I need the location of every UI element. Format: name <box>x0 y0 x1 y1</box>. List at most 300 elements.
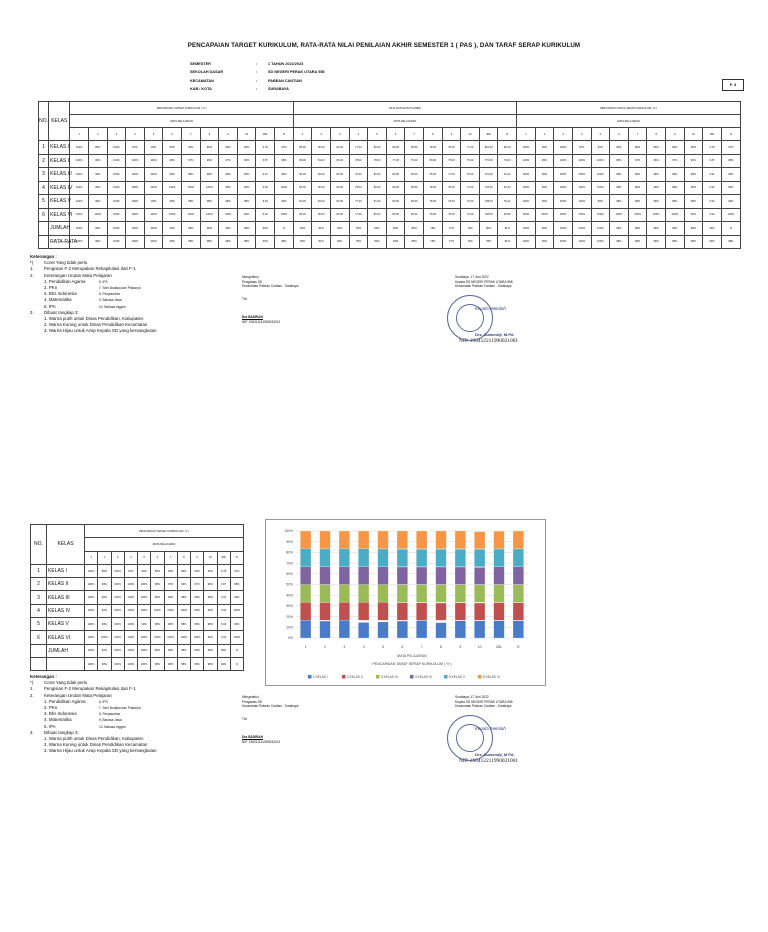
table-cell: 100% <box>177 631 190 644</box>
table-cell: 98% <box>151 644 164 657</box>
table-cell: 97% <box>665 154 684 168</box>
table-cell: 100% <box>111 564 124 577</box>
mata-pelajaran-header: MATA PELAJARAN <box>85 538 244 551</box>
column-number: 10 <box>204 551 217 564</box>
table-cell: 99% <box>535 154 554 168</box>
group-header: PENCAPAIAN TARAF SERAP KURIKULUM ( % ) <box>517 102 741 115</box>
stacked-bar-chart <box>266 520 545 685</box>
column-number: 7 <box>164 551 177 564</box>
table-cell: 98% <box>721 154 740 168</box>
bar-segment <box>513 549 524 567</box>
table-cell: 100% <box>111 578 124 591</box>
table-cell: 733.00 <box>479 181 498 195</box>
x-tick-label: 6 <box>401 645 404 649</box>
row-kelas: KELAS II <box>49 154 70 168</box>
legend-swatch <box>308 675 312 679</box>
table-cell: 100% <box>191 631 204 644</box>
table-row <box>31 591 244 604</box>
table-cell: 100% <box>70 222 89 236</box>
x-tick-label: 10 <box>477 645 482 649</box>
table-cell: 100% <box>144 168 163 182</box>
table-cell: 99% <box>144 195 163 209</box>
row-number: 2 <box>39 154 49 168</box>
column-number: 6 <box>151 551 164 564</box>
bar-segment <box>378 567 389 585</box>
kelas-header: KELAS <box>47 525 85 565</box>
bar-segment <box>494 567 505 585</box>
note-number: 3. <box>30 729 34 735</box>
table-cell: 100% <box>554 181 573 195</box>
table-cell: % <box>275 222 294 236</box>
table-cell: 98% <box>237 168 256 182</box>
table-cell: 100% <box>219 208 238 222</box>
table-cell: 100% <box>124 618 137 631</box>
subject-right: 10. Bahasa Inggris <box>99 724 126 729</box>
column-number: 6 <box>610 128 629 141</box>
bar-segment <box>474 532 485 549</box>
bar-segment <box>455 585 466 602</box>
bar-segment <box>436 603 447 620</box>
table-cell: 78.00 <box>349 181 368 195</box>
table-cell: 98% <box>610 222 629 236</box>
meta-value: SURABAYA <box>268 86 289 91</box>
table-cell: 90% <box>144 141 163 155</box>
bar-segment <box>474 621 485 638</box>
table-cell: 6.78 <box>703 141 722 155</box>
table-cell: 98% <box>200 168 219 182</box>
table-row <box>31 631 244 644</box>
table-cell: % <box>230 644 243 657</box>
group-header: PENCAPAIAN TARGET KURIKULUM ( % ) <box>85 525 244 538</box>
copy-line: 3. Warna Hijau untuk Arsip Kepala SD yang bersangkutan <box>44 748 157 754</box>
table-cell: 6.78 <box>217 564 230 577</box>
table-cell: 96% <box>684 141 703 155</box>
table-cell: 81.44 <box>498 181 517 195</box>
row-kelas <box>47 657 85 670</box>
sign-left-2 <box>242 695 298 745</box>
table-cell: 100% <box>70 181 89 195</box>
column-number: 3 <box>554 128 573 141</box>
table-cell: 100% <box>107 235 126 249</box>
note-text: Keterangan Urutan Mata Pelajaran <box>44 272 112 278</box>
table-cell: 98% <box>191 657 204 670</box>
table-cell: 100% <box>85 644 98 657</box>
table-row <box>39 222 741 236</box>
notes-heading: Keterangan : <box>30 674 57 679</box>
table-cell: 97% <box>191 578 204 591</box>
sign-line: Mengetahui, <box>242 695 260 699</box>
table-cell: 98% <box>647 168 666 182</box>
bar-segment <box>494 621 505 638</box>
table-cell: 83.00 <box>331 181 350 195</box>
note-text: Pengisian F-2 Merupakan Rekapitulasi dari F-1 <box>44 266 136 272</box>
column-number: 4 <box>572 128 591 141</box>
table-cell: 100% <box>70 208 89 222</box>
bar-segment <box>474 585 485 602</box>
table-cell: 100% <box>138 604 151 617</box>
table-cell: 100% <box>144 154 163 168</box>
table-cell: 80% <box>479 222 498 236</box>
table-cell: 6.92 <box>217 631 230 644</box>
stamp-signature-area <box>455 289 518 339</box>
note-text: Pengisian F-2 Merupakan Rekapitulasi dari F-1 <box>44 686 136 692</box>
column-number: 10 <box>684 128 703 141</box>
subject-left: 1. Pendidikan Agama <box>44 698 86 704</box>
table-cell: 100% <box>144 235 163 249</box>
table-cell: 76.00 <box>442 141 461 155</box>
table-cell: 76.00 <box>349 168 368 182</box>
subject-right: 10. Bahasa Inggris <box>99 304 126 309</box>
table-cell: 100% <box>182 181 201 195</box>
table-cell: 100% <box>517 235 536 249</box>
sign-line: Pengawas SD <box>242 279 263 284</box>
table-cell: 80.00 <box>424 154 443 168</box>
bar-segment <box>436 549 447 566</box>
note-number: 2. <box>30 272 34 278</box>
table-cell: 83.00 <box>312 168 331 182</box>
table-cell: 100% <box>517 168 536 182</box>
column-number: 8 <box>424 128 443 141</box>
copy-line: 2. Warna Kuning untuk Dinas Pendidikan Kecamatan <box>44 322 148 328</box>
table-cell: 100% <box>126 222 145 236</box>
table-cell: 99% <box>98 578 111 591</box>
table-cell: 99% <box>703 222 722 236</box>
row-number: 1 <box>39 141 49 155</box>
subject-right: 6. IPS <box>99 279 108 284</box>
table-cell: 96% <box>164 564 177 577</box>
table-row <box>31 618 244 631</box>
table-cell: 99% <box>535 222 554 236</box>
column-number: 4 <box>126 128 145 141</box>
meta-row <box>190 60 325 68</box>
bar-segment <box>339 620 350 638</box>
table-cell: 85.00 <box>293 141 312 155</box>
table-cell: 100% <box>107 141 126 155</box>
table-cell: 78% <box>349 235 368 249</box>
bar-segment <box>474 567 485 584</box>
row-number <box>31 657 47 670</box>
bar-segment <box>513 567 524 585</box>
table-cell: 81.00 <box>312 154 331 168</box>
table-cell: 98% <box>628 181 647 195</box>
table-cell: 99% <box>89 154 108 168</box>
document-title: PENCAPAIAN TARGET KURIKULUM, RATA-RATA NILAI PENILAIAN AKHIR SEMESTER 1 ( PAS ), DAN TARAF SERAP KURIKULUM <box>187 42 581 49</box>
table-cell: 98% <box>163 195 182 209</box>
bar-segment <box>358 585 369 603</box>
table-cell: 97% <box>182 154 201 168</box>
y-tick-label: 10% <box>286 625 293 630</box>
subheader-row <box>39 115 741 128</box>
table-cell: 100% <box>124 578 137 591</box>
row-number: 4 <box>31 604 47 617</box>
row-number: 6 <box>39 208 49 222</box>
table-cell: 96% <box>177 578 190 591</box>
column-number: 9 <box>191 551 204 564</box>
bar-segment <box>513 531 524 549</box>
table-cell: 96% <box>237 181 256 195</box>
table-cell: 81.00 <box>368 195 387 209</box>
table-cell: 99% <box>230 591 243 604</box>
x-tick-label: 8 <box>440 645 442 649</box>
subject-left: 4. Matematika <box>44 717 72 723</box>
bar-segment <box>378 622 389 638</box>
document-meta <box>190 60 325 93</box>
table-cell: 81.00 <box>312 195 331 209</box>
bar-segment <box>494 549 505 567</box>
sign-line: Kepala SD NEGERI PERAK UTARA 558 <box>455 699 513 704</box>
column-number: 5 <box>368 128 387 141</box>
table-cell: 6.93 <box>256 195 275 209</box>
table-cell: 80.00 <box>312 141 331 155</box>
row-kelas: KELAS V <box>49 195 70 209</box>
table-cell: 99% <box>703 235 722 249</box>
bar-segment <box>339 602 350 620</box>
table-cell: 100% <box>70 141 89 155</box>
column-number: 3 <box>111 551 124 564</box>
column-number: 5 <box>138 551 151 564</box>
table-cell: 99% <box>89 181 108 195</box>
copy-line: 1. Warna putih untuk Dinas Pendidikan, Kabupaten <box>44 736 144 742</box>
table-cell: 100% <box>126 168 145 182</box>
x-tick-label: 9 <box>459 645 462 649</box>
sign-line: Kecamatan Pabean Cantian - Surabaya <box>455 704 512 709</box>
table-cell: 72.00 <box>461 208 480 222</box>
column-number: 4 <box>349 128 368 141</box>
table-cell: 86% <box>177 564 190 577</box>
table-cell: 95% <box>151 564 164 577</box>
table-cell: 84.00 <box>293 181 312 195</box>
table-cell: 98% <box>237 195 256 209</box>
meta-key: KAB / KOTA <box>190 86 212 91</box>
table-cell: 84.00 <box>405 168 424 182</box>
table-cell: 80.00 <box>368 181 387 195</box>
meta-key: SEMESTER <box>190 62 211 66</box>
table-cell: 100% <box>107 208 126 222</box>
table-cell: 98% <box>230 578 243 591</box>
table-cell: 96% <box>684 154 703 168</box>
y-tick-label: 20% <box>286 614 293 619</box>
table-cell: 100% <box>107 195 126 209</box>
column-number: 1 <box>293 128 312 141</box>
table-cell: 97% <box>275 141 294 155</box>
column-number: JML <box>217 551 230 564</box>
legend-label: 4 KELAS IV <box>415 675 432 680</box>
table-cell: 100% <box>85 591 98 604</box>
table-row <box>31 564 244 577</box>
table-cell: 78% <box>424 235 443 249</box>
table-cell: 80.00 <box>368 141 387 155</box>
table-cell: 97% <box>721 141 740 155</box>
x-tick-label: 4 <box>362 645 365 649</box>
table-cell: 99% <box>230 618 243 631</box>
bar-segment <box>300 602 311 620</box>
legend-swatch <box>342 675 346 679</box>
sign-line: Surabaya, 17 Juni 2022 <box>455 275 489 279</box>
table-cell: 98% <box>177 591 190 604</box>
table-cell: 100% <box>85 604 98 617</box>
table-cell: 98% <box>204 657 217 670</box>
table-cell: 100% <box>517 181 536 195</box>
table-cell: 81% <box>498 222 517 236</box>
table-cell: 86% <box>200 141 219 155</box>
table-cell: 100% <box>85 578 98 591</box>
bar-segment <box>494 531 505 549</box>
legend-swatch <box>376 675 380 679</box>
table-cell: 100% <box>610 208 629 222</box>
table-cell: 98% <box>191 604 204 617</box>
table-cell: 98% <box>182 195 201 209</box>
bar-segment <box>320 549 331 567</box>
table-cell: 100% <box>138 644 151 657</box>
table-cell: 85% <box>405 222 424 236</box>
header-row <box>39 102 741 115</box>
table-cell: 99% <box>98 591 111 604</box>
table-cell: 80.00 <box>386 208 405 222</box>
table-cell: 98% <box>684 168 703 182</box>
sign-right <box>455 275 518 343</box>
table-cell: 100% <box>151 631 164 644</box>
table-cell: 100% <box>151 604 164 617</box>
table-cell: 98% <box>665 222 684 236</box>
kelas-header: KELAS <box>49 102 70 141</box>
table-cell: 100% <box>200 208 219 222</box>
row-kelas: RATA-RATA <box>49 235 70 249</box>
table-cell: 98% <box>665 195 684 209</box>
table-cell: 79.00 <box>498 154 517 168</box>
bar-segment <box>378 602 389 620</box>
table-cell: 77.00 <box>442 168 461 182</box>
row-kelas: KELAS III <box>49 168 70 182</box>
table-cell: 100% <box>554 235 573 249</box>
table-cell: 98% <box>151 618 164 631</box>
table-cell: 96% <box>204 578 217 591</box>
table-cell: 98% <box>610 235 629 249</box>
table-cell: 100% <box>70 168 89 182</box>
bar-segment <box>436 585 447 602</box>
column-number: 3 <box>107 128 126 141</box>
row-number: 4 <box>39 181 49 195</box>
legend-swatch <box>478 675 482 679</box>
table-cell: 82.00 <box>331 195 350 209</box>
table-cell: 98% <box>219 168 238 182</box>
table-cell: 6.87 <box>703 154 722 168</box>
meta-row <box>190 85 325 93</box>
y-tick-label: 80% <box>286 550 293 555</box>
signer-role: Kepala Sekolah <box>475 305 506 311</box>
table-cell: 99% <box>591 195 610 209</box>
sign-line: Surabaya, 17 Juni 2022 <box>455 695 489 699</box>
subject-left: 3. Bhs Indonesia <box>44 711 77 717</box>
table-cell: 84% <box>386 222 405 236</box>
table-cell: 99% <box>138 618 151 631</box>
row-kelas: KELAS II <box>47 578 85 591</box>
subject-left: 2. PKn <box>44 705 58 711</box>
subject-left: 5. IPA <box>44 303 56 309</box>
table-cell: 99% <box>535 235 554 249</box>
table-cell: 100% <box>665 208 684 222</box>
table-cell: 98% <box>191 644 204 657</box>
table-cell: 87% <box>124 564 137 577</box>
column-number: 7 <box>182 128 201 141</box>
column-number: 1 <box>85 551 98 564</box>
table-cell: 98% <box>191 591 204 604</box>
table-cell: 6.92 <box>217 604 230 617</box>
note-text: Coret Yang tidak perlu <box>44 260 88 266</box>
table-cell: 96% <box>219 141 238 155</box>
report-table <box>38 101 741 249</box>
column-number: JML <box>703 128 722 141</box>
bar-segment <box>320 603 331 621</box>
table-cell: 77.00 <box>349 141 368 155</box>
table-cell: 96% <box>237 141 256 155</box>
table-cell: 100% <box>230 631 243 644</box>
table-cell: 100% <box>572 168 591 182</box>
mata-pelajaran-header: MATA PELAJARAN <box>293 115 516 128</box>
table-cell: 100% <box>107 168 126 182</box>
table-cell: 100% <box>572 195 591 209</box>
bar-segment <box>455 549 466 566</box>
bar-segment <box>416 621 427 638</box>
table-cell: 98% <box>191 618 204 631</box>
legend-swatch <box>410 675 414 679</box>
table-cell: 85% <box>98 564 111 577</box>
bar-segment <box>436 567 447 584</box>
table-cell: 96% <box>237 208 256 222</box>
table-cell: 6.92 <box>703 195 722 209</box>
bar-segment <box>397 531 408 549</box>
table-cell: 98% <box>151 657 164 670</box>
table-cell: 100% <box>230 604 243 617</box>
table-cell: 82.00 <box>331 168 350 182</box>
table-cell: 100% <box>554 168 573 182</box>
row-number: 1 <box>31 564 47 577</box>
group-header: PENCAPAIAN TARGET KURIKULUM ( % ) <box>70 102 293 115</box>
table-cell: 98% <box>665 181 684 195</box>
table-cell: 98% <box>628 235 647 249</box>
table-cell: 100% <box>144 222 163 236</box>
table-cell: 6.78 <box>256 141 275 155</box>
table-cell: 81% <box>312 222 331 236</box>
column-number: JML <box>256 128 275 141</box>
meta-colon: : <box>256 78 258 83</box>
bar-segment <box>358 622 369 638</box>
subject-left: 2. PKn <box>44 285 58 291</box>
table-cell: 96% <box>200 154 219 168</box>
table-cell: 100% <box>554 154 573 168</box>
notes-heading: Keterangan : <box>30 254 57 259</box>
table-cell: 77% <box>442 222 461 236</box>
table-cell: 100% <box>554 222 573 236</box>
table-cell: 99% <box>256 235 275 249</box>
table-row <box>39 154 741 168</box>
table-cell: 731.00 <box>479 168 498 182</box>
table-cell: 98% <box>182 168 201 182</box>
subject-right: 8. Penjasorkes <box>99 712 121 717</box>
table-cell: 100% <box>517 141 536 155</box>
table-cell: 85% <box>405 235 424 249</box>
table-cell: 100% <box>517 208 536 222</box>
table-cell: 98% <box>200 195 219 209</box>
copy-line: 1. Warna putih untuk Dinas Pendidikan, Kabupaten <box>44 316 144 322</box>
signer-name: Dra BADRIAH <box>242 735 263 740</box>
table-cell: 80.89 <box>498 208 517 222</box>
table-cell: 100% <box>721 208 740 222</box>
table-row <box>31 657 244 670</box>
table-cell: 80.00 <box>386 168 405 182</box>
table-cell: 81.11 <box>498 195 517 209</box>
table-cell: 78.00 <box>424 168 443 182</box>
bar-segment <box>339 531 350 549</box>
